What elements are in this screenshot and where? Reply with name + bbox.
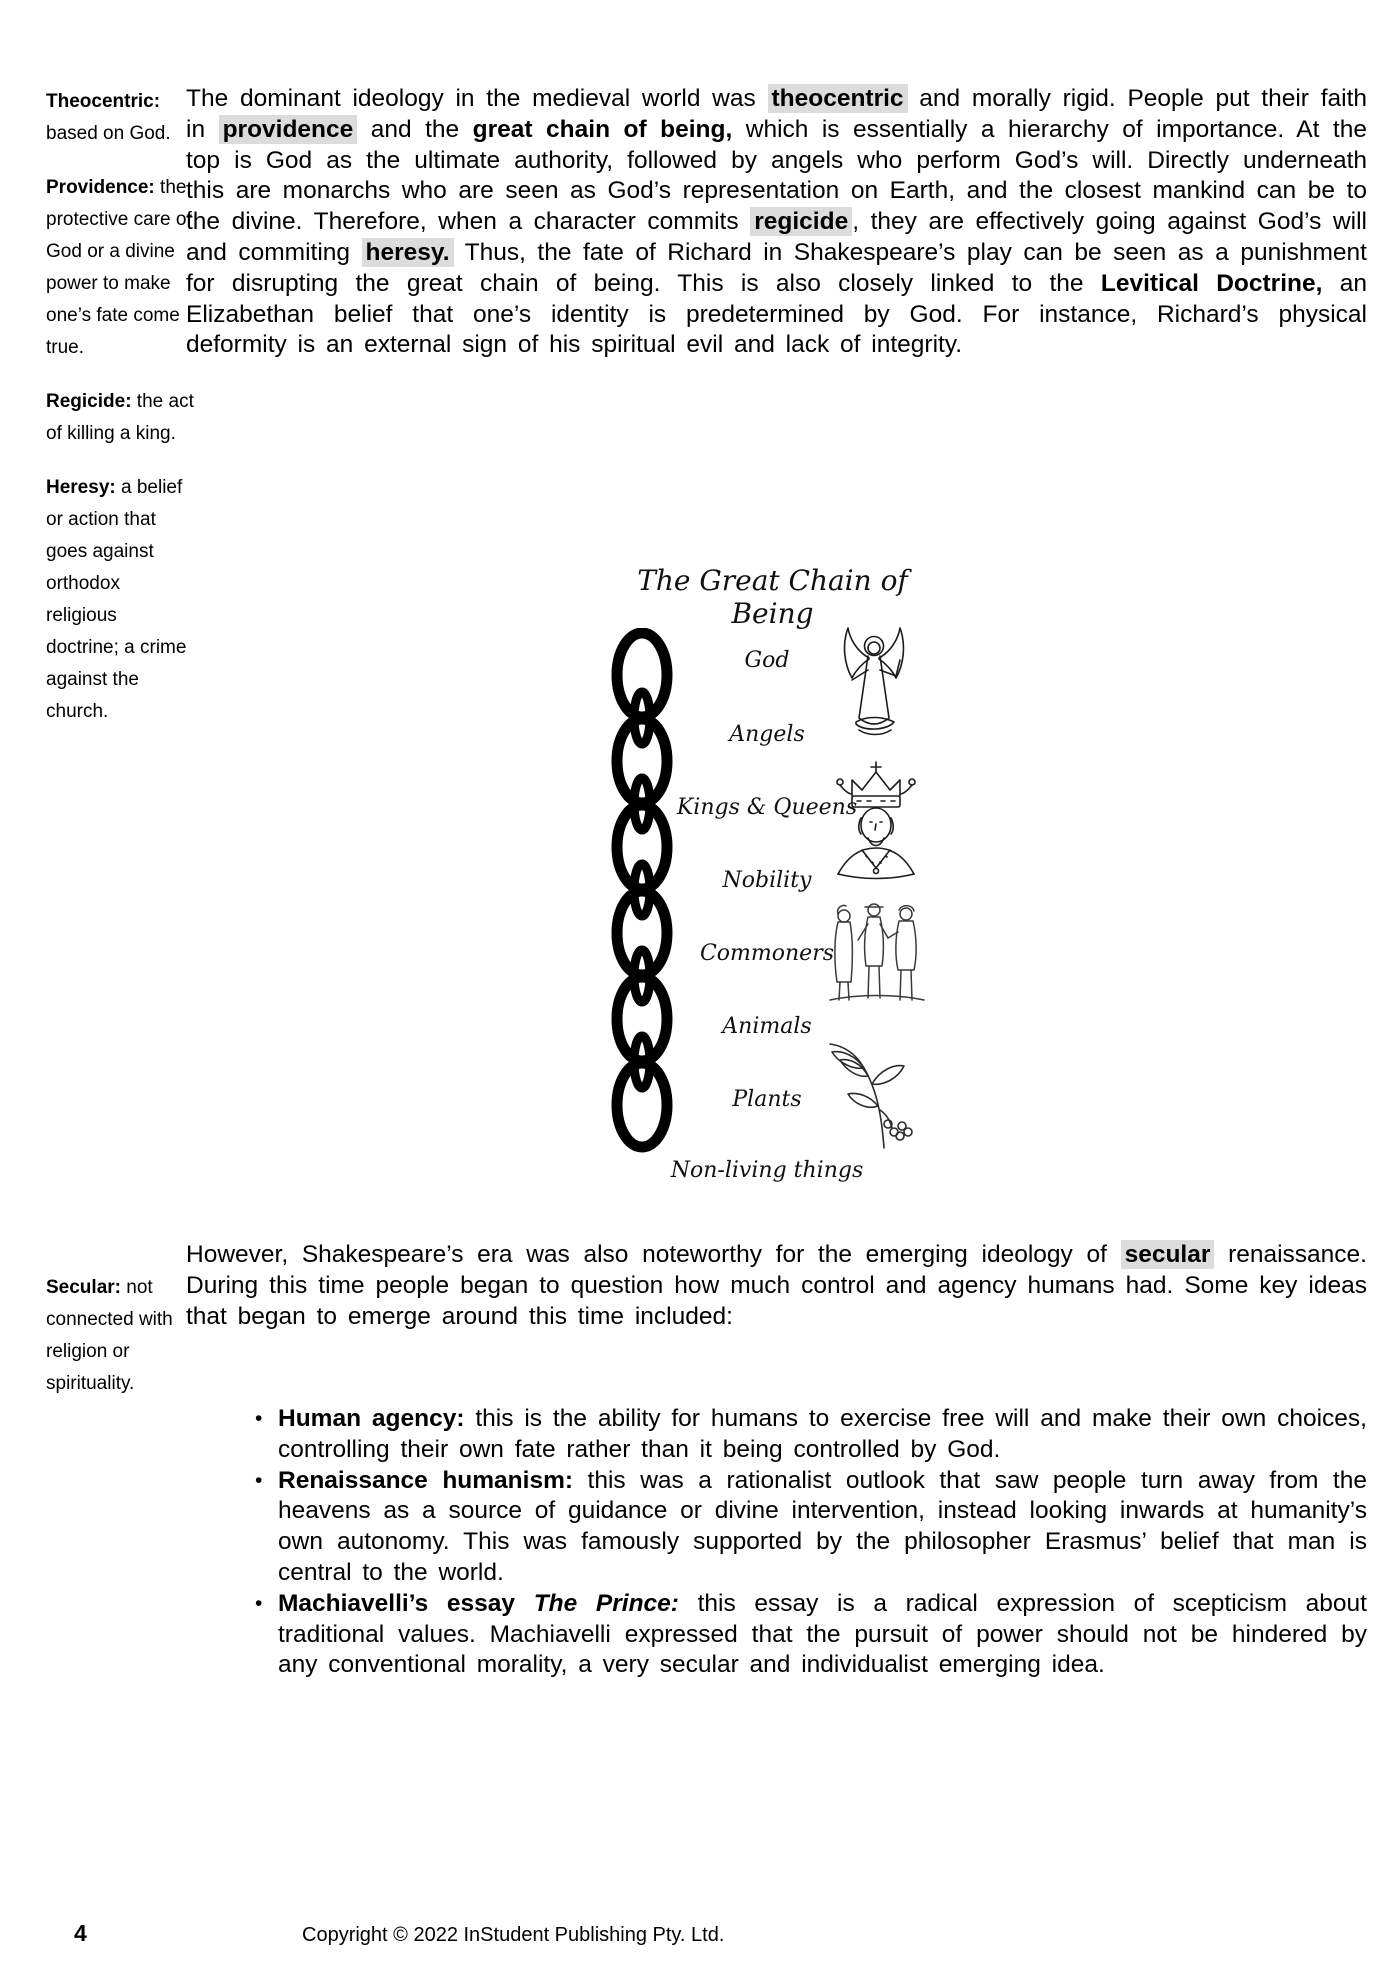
plant-icon [822,1036,916,1150]
bullet-item-human-agency [233,1404,1367,1466]
copyright-notice: Copyright © 2022 InStudent Publishing Pty. Ltd. [302,1924,725,1946]
plant-illustration [822,1036,916,1154]
page-number: 4 [74,1920,87,1946]
bullet-text: Human agency: this is the ability for humans to exercise free will and make their own choices, controlling their own fate rather than it being controlled by God. [278,1405,1367,1463]
definition-text: the protective care of God or a divine power to make one’s fate come true. [46,177,192,358]
definition-secular [46,1272,198,1400]
definition-regicide [46,386,194,450]
chain-level-label-nonliving: Non-living things [670,1158,864,1183]
chain-level-label-plants: Plants [732,1087,802,1112]
definition-theocentric [46,86,194,150]
chain-icon [610,628,674,1162]
chain-illustration [610,628,674,1166]
paragraph-secular-renaissance: However, Shakespeare’s era was also noteworthy for the emerging ideology of secular renaissance. During this time people began to question how much control and agency humans had. Some key ideas that began to emerge around this time included: [186,1241,1367,1330]
paragraph-medieval-ideology: The dominant ideology in the medieval world was theocentric and morally rigid. People put their faith in providence and the great chain of being, which is essentially a hierarchy of importance. At the top is God as the ultimate authority, followed by angels who perform God’s will. Directly underneath this are monarchs who are seen as God’s representation on Earth, and the closest mankind can be to the divine. Therefore, when a character commits regicide , they are effectively going against God’s will and commiting heresy. Thus, the fate of Richard in Shakespeare’s play can be seen as a punishment for disrupting the great chain of being. This is also closely linked to the Levitical Doctrine, an Elizabethan belief that one’s identity is predetermined by God. For instance, Richard’s physical deformity is an external sign of his spiritual evil and lack of integrity. [186,85,1368,359]
bullet-text: Renaissance humanism: this was a rationalist outlook that saw people turn away from the heavens as a source of guidance or divine intervention, instead looking inwards at humanity’s own autonomy. This was famously supported by the philosopher Erasmus’ belief that man is central to the world. [278,1466,1367,1586]
bullet-marker: • [255,1591,263,1615]
commoners-illustration [824,890,928,1010]
margin-glossary [46,86,194,750]
chain-level-label-angels: Angels [729,722,805,747]
key-ideas-list [233,1404,1367,1681]
definition-text: based on God. [46,123,171,144]
angel-illustration [838,626,910,760]
chain-level-label-kings: Kings & Queens [676,795,858,820]
angel-icon [838,626,910,756]
definition-term: Secular: [46,1277,121,1298]
definition-term: Theocentric: [46,91,161,112]
definition-term: Heresy: [46,477,116,498]
great-chain-of-being-diagram [186,562,1367,1252]
definition-term: Providence: [46,177,155,198]
commoners-icon [824,890,928,1006]
definition-heresy [46,472,194,728]
bullet-text: Machiavelli’s essay The Prince: this essay is a radical expression of scepticism about traditional values. Machiavelli expressed that the pursuit of power should not be hindered by any conventional morality, a very secular and individualist emerging idea. [278,1589,1367,1679]
chain-level-label-animals: Animals [722,1014,812,1039]
bullet-marker: • [255,1407,263,1430]
definition-text: a belief or action that goes against orthodox religious doctrine; a crime against the church. [46,477,187,722]
diagram-title: The Great Chain of Being [637,564,908,630]
bullet-item-machiavelli-the-prince [233,1589,1367,1681]
definition-text: the act of killing a king. [46,391,194,444]
king-illustration [828,760,924,890]
chain-level-label-god: God [744,648,790,673]
chain-level-label-nobility: Nobility [722,868,812,893]
king-icon [828,760,924,886]
definition-term: Regicide: [46,391,132,412]
definition-text: not connected with religion or spirituality. [46,1277,173,1394]
bullet-marker: • [255,1468,263,1492]
definition-providence [46,172,194,364]
chain-level-label-commoners: Commoners [699,941,835,966]
bullet-item-renaissance-humanism [233,1466,1367,1589]
